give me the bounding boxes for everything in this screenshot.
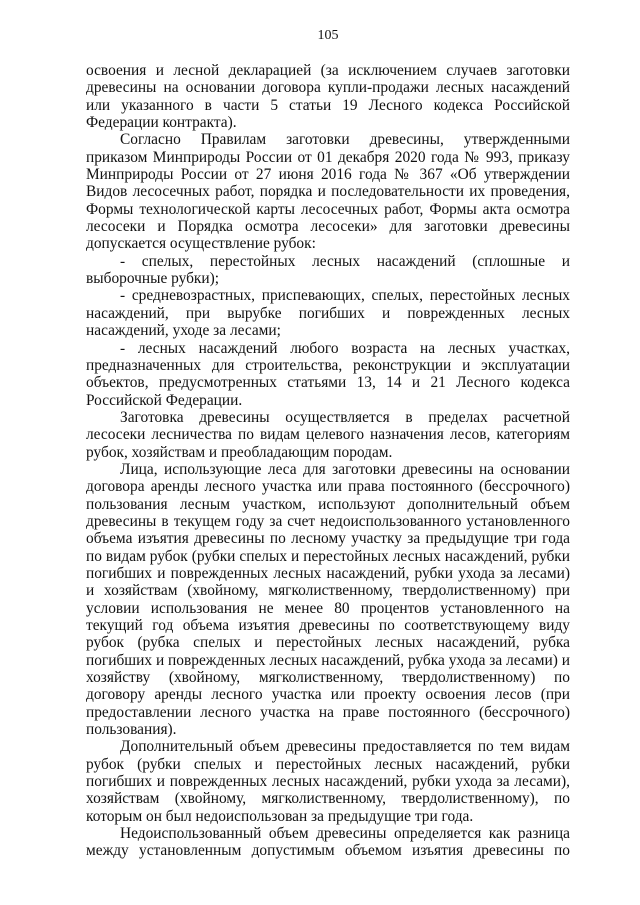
paragraph-4: Лица, использующие леса для заготовки древесины на основании договора аренды лесного участка или права постоянного (бессрочного) пользования лесным участком, используют дополнительный объем древесины в текущем году за счет недоиспользованного установленного объема изъятия древесины по лесному участку за предыдущие три года по видам рубок (рубки спелых и перестойных лесных насаждений, рубки погибших и поврежденных лесных насаждений, рубки ухода за лесами) и хозяйствам (хвойному, мягколиственному, твердолиственному) при условии использования не менее 80 процентов установленного на текущий год объема изъятия древесины по соответствующему виду рубок (рубка спелых и перестойных лесных насаждений, рубка погибших и поврежденных лесных насаждений, рубка ухода за лесами) и хозяйству (хвойному, мягколиственному, твердолиственному) по договору аренды лесного участка или проекту освоения лесов (при предоставлении лесного участка на праве постоянного (бессрочного) пользования).: [86, 460, 570, 739]
document-page: [86, 28, 570, 860]
paragraph-6: Недоиспользованный объем древесины определяется как разница между установленным допустимым объемом изъятия древесины по: [86, 825, 570, 860]
paragraph-2: Согласно Правилам заготовки древесины, утвержденными приказом Минприроды России от 01 декабря 2020 года № 993, приказу Минприроды России от 27 июня 2016 года № 367 «Об утверждении Видов лесосечных работ, порядка и последовательности их проведения, Формы технологической карты лесосечных работ, Формы акта осмотра лесосеки и Порядка осмотра лесосеки» для заготовки древесины допускается осуществление рубок:: [86, 131, 570, 253]
list-item-1: - спелых, перестойных лесных насаждений (сплошные и выборочные рубки);: [86, 252, 570, 288]
list-item-3: - лесных насаждений любого возраста на лесных участках, предназначенных для строительства, реконструкции и эксплуатации объектов, предусмотренных статьями 13, 14 и 21 Лесного кодекса Российской Федерации.: [86, 339, 570, 409]
list-item-2: - средневозрастных, приспевающих, спелых, перестойных лесных насаждений, при вырубке погибших и поврежденных лесных насаждений, уходе за лесами;: [86, 287, 570, 340]
document-body: [86, 62, 570, 860]
paragraph-5: Дополнительный объем древесины предоставляется по тем видам рубок (рубки спелых и перестойных лесных насаждений, рубки погибших и поврежденных лесных насаждений, рубки ухода за лесами), хозяйствам (хвойному, мягколиственному, твердолиственному), по которым он был недоиспользован за предыдущие три года.: [86, 738, 570, 825]
paragraph-3: Заготовка древесины осуществляется в пределах расчетной лесосеки лесничества по видам целевого назначения лесов, категориям рубок, хозяйствам и преобладающим породам.: [86, 408, 570, 461]
page-number: 105: [317, 28, 339, 43]
paragraph-1: освоения и лесной декларацией (за исключением случаев заготовки древесины на основании договора купли-продажи лесных насаждений или указанного в части 5 статьи 19 Лесного кодекса Российской Федерации контракта).: [86, 62, 570, 132]
